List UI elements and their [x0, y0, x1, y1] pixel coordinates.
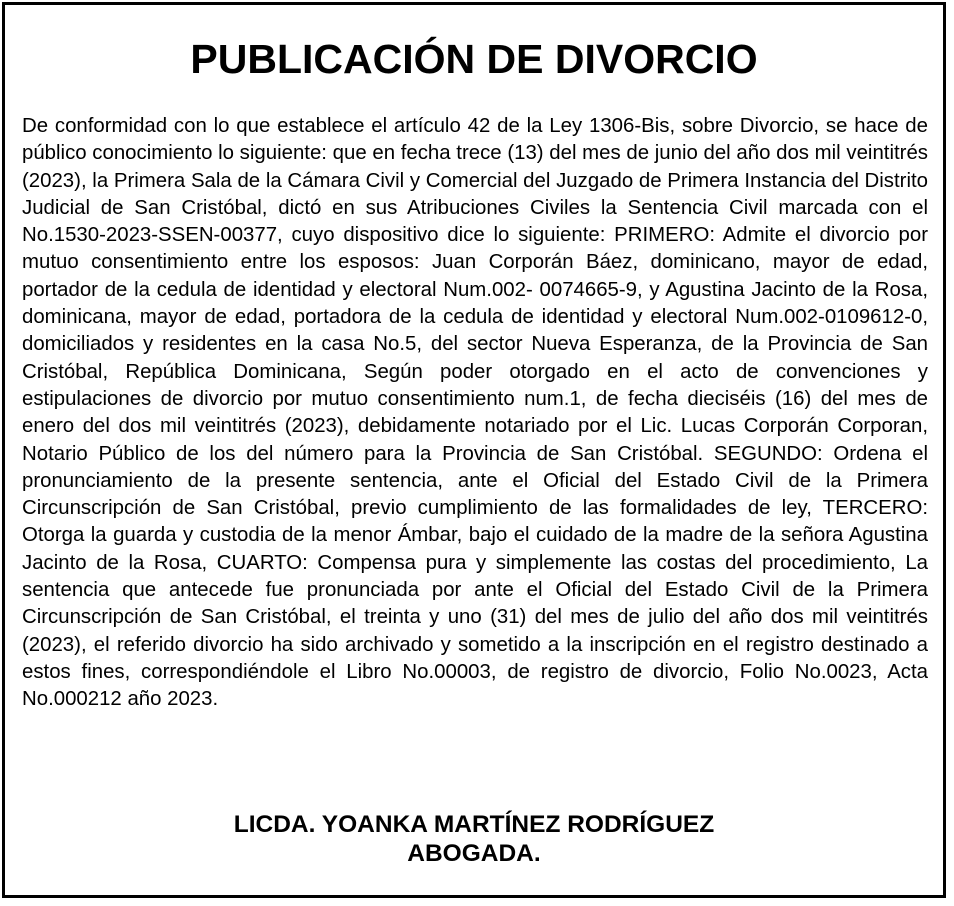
notice-title: PUBLICACIÓN DE DIVORCIO	[190, 36, 758, 82]
divorce-notice	[2, 2, 946, 898]
signature-title: ABOGADA.	[407, 840, 541, 867]
signature-block	[5, 810, 943, 868]
signature-name: LICDA. YOANKA MARTÍNEZ RODRÍGUEZ	[233, 811, 715, 838]
notice-body: De conformidad con lo que establece el artículo 42 de la Ley 1306-Bis, sobre Divorcio, se hace de público conocimiento lo siguiente: que en fecha trece (13) del mes de junio del año dos mil veintitrés (2023), la Primera Sala de la Cámara Civil y Comercial del Juzgado de Primera Instancia del Distrito Judicial de San Cristóbal, dictó en sus Atribuciones Civiles la Sentencia Civil marcada con el No.1530-2023-SSEN-00377, cuyo dispositivo dice lo siguiente: PRIMERO: Admite el divorcio por mutuo consentimiento entre los esposos: Juan Corporán Báez, dominicano, mayor de edad, portador de la cedula de identidad y electoral Num.002- 0074665-9, y Agustina Jacinto de la Rosa, dominicana, mayor de edad, portadora de la cedula de identidad y electoral Num.002-0109612-0, domiciliados y residentes en la casa No.5, del sector Nueva Esperanza, de la Provincia de San Cristóbal, República Dominicana, Según poder otorgado en el acto de convenciones y estipulaciones de divorcio por mutuo consentimiento num.1, de fecha dieciséis (16) del mes de enero del dos mil veintitrés (2023), debidamente notariado por el Lic. Lucas Corporán Corporan, Notario Público de los del número para la Provincia de San Cristóbal. SEGUNDO: Ordena el pronunciamiento de la presente sentencia, ante el Oficial del Estado Civil de la Primera Circunscripción de San Cristóbal, previo cumplimiento de las formalidades de ley, TERCERO: Otorga la guarda y custodia de la menor Ámbar, bajo el cuidado de la madre de la señora Agustina Jacinto de la Rosa, CUARTO: Compensa pura y simplemente las costas del procedimiento, La sentencia que antecede fue pronunciada por ante el Oficial del Estado Civil de la Primera Circunscripción de San Cristóbal, el treinta y uno (31) del mes de julio del año dos mil veintitrés (2023), el referido divorcio ha sido archivado y sometido a la inscripción en el registro destinado a estos fines, correspondiéndole el Libro No.00003, de registro de divorcio, Folio No.0023, Acta No.000212 año 2023.	[22, 115, 928, 711]
